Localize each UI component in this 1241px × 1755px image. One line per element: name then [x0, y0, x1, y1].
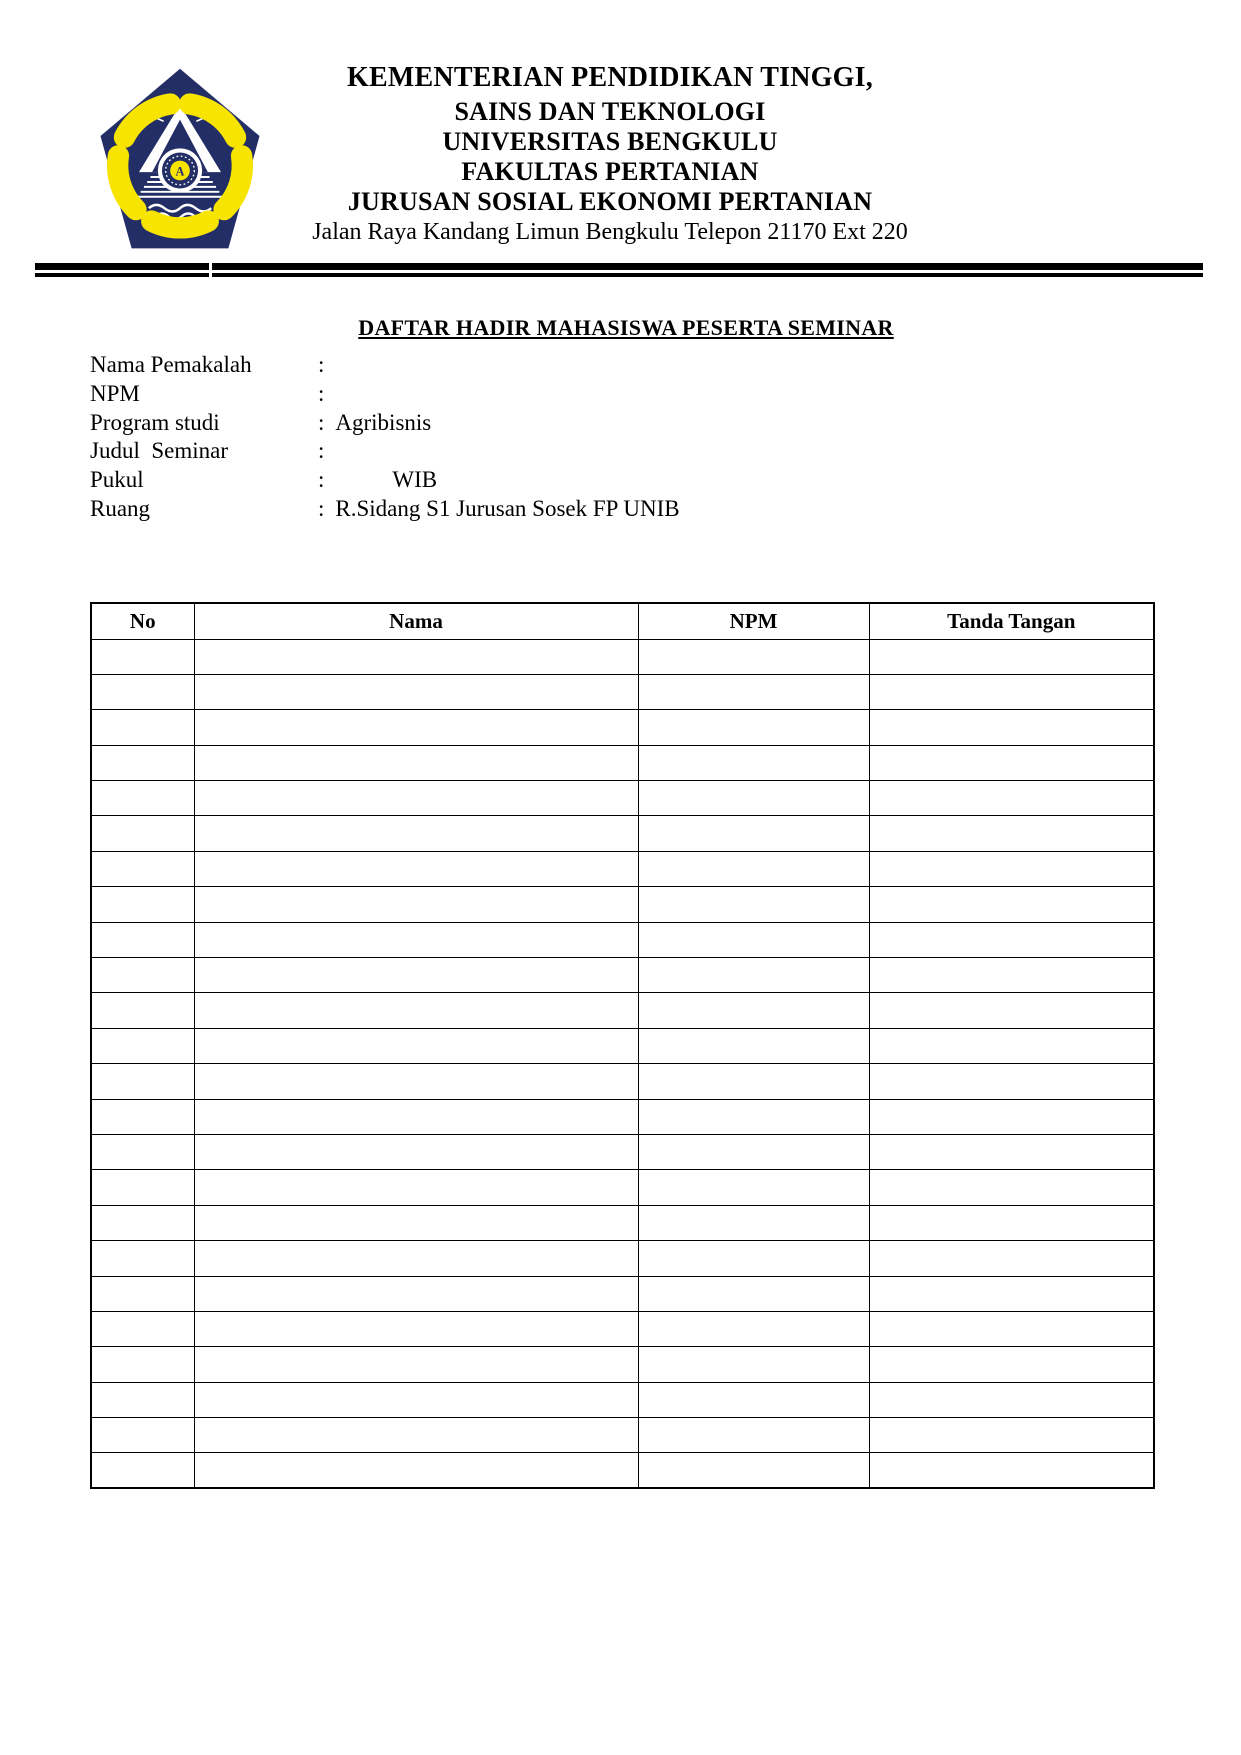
table-cell — [869, 1382, 1154, 1417]
table-cell — [194, 1170, 638, 1205]
table-cell — [869, 745, 1154, 780]
table-cell — [638, 1347, 869, 1382]
table-cell — [869, 1276, 1154, 1311]
attendance-table — [90, 602, 1155, 1489]
table-row — [91, 745, 1154, 780]
table-cell — [91, 887, 194, 922]
table-cell — [91, 922, 194, 957]
table-cell — [91, 1453, 194, 1488]
table-cell — [869, 781, 1154, 816]
field-value: R.Sidang S1 Jurusan Sosek FP UNIB — [335, 495, 680, 521]
table-cell — [194, 745, 638, 780]
letterhead-address: Jalan Raya Kandang Limun Bengkulu Telepon 21170 Ext 220 — [312, 219, 908, 245]
table-cell — [869, 1205, 1154, 1240]
field-label: NPM — [90, 380, 140, 406]
column-header-npm: NPM — [638, 603, 869, 639]
table-row — [91, 710, 1154, 745]
column-header-no: No — [91, 603, 194, 639]
table-cell — [194, 1205, 638, 1240]
table-cell — [638, 887, 869, 922]
field-colon: : — [318, 380, 325, 406]
table-cell — [869, 1453, 1154, 1488]
table-row — [91, 1347, 1154, 1382]
table-cell — [869, 993, 1154, 1028]
table-cell — [91, 781, 194, 816]
table-cell — [194, 781, 638, 816]
table-cell — [91, 1205, 194, 1240]
table-cell — [869, 887, 1154, 922]
table-cell — [869, 851, 1154, 886]
table-cell — [91, 851, 194, 886]
field-colon: : — [318, 352, 325, 377]
table-cell — [869, 1347, 1154, 1382]
field-label: Pukul — [90, 467, 144, 493]
table-cell — [638, 1418, 869, 1453]
table-row — [91, 1418, 1154, 1453]
table-cell — [869, 639, 1154, 674]
table-cell — [194, 958, 638, 993]
table-cell — [91, 816, 194, 851]
table-cell — [638, 1276, 869, 1311]
table-cell — [91, 1134, 194, 1169]
table-cell — [91, 1170, 194, 1205]
table-cell — [638, 781, 869, 816]
table-cell — [91, 1418, 194, 1453]
table-cell — [869, 816, 1154, 851]
table-cell — [91, 1311, 194, 1346]
table-cell — [194, 1241, 638, 1276]
table-cell — [638, 993, 869, 1028]
field-colon: : — [318, 438, 325, 464]
table-cell — [638, 1170, 869, 1205]
table-cell — [638, 1028, 869, 1063]
table-cell — [869, 922, 1154, 957]
table-cell — [638, 1099, 869, 1134]
field-program-studi — [90, 410, 1090, 439]
table-cell — [91, 993, 194, 1028]
table-cell — [638, 816, 869, 851]
letterhead-line: FAKULTAS PERTANIAN — [461, 157, 759, 186]
field-colon: : — [318, 495, 325, 521]
table-row — [91, 674, 1154, 709]
table-cell — [869, 1064, 1154, 1099]
table-cell — [194, 1382, 638, 1417]
table-row — [91, 851, 1154, 886]
field-pukul — [90, 467, 1090, 496]
field-label: Program studi — [90, 409, 220, 435]
field-ruang — [90, 496, 1090, 525]
table-cell — [194, 1347, 638, 1382]
letterhead-line: SAINS DAN TEKNOLOGI — [454, 97, 766, 126]
table-cell — [194, 1134, 638, 1169]
field-value: Agribisnis — [335, 409, 432, 435]
table-cell — [91, 1099, 194, 1134]
table-cell — [638, 1205, 869, 1240]
table-row — [91, 1241, 1154, 1276]
logo-center-letter: A — [175, 164, 185, 179]
table-cell — [638, 922, 869, 957]
table-row — [91, 1064, 1154, 1099]
table-cell — [91, 1382, 194, 1417]
table-row — [91, 1311, 1154, 1346]
table-row — [91, 922, 1154, 957]
letterhead-line: JURUSAN SOSIAL EKONOMI PERTANIAN — [347, 187, 873, 216]
table-row — [91, 781, 1154, 816]
field-label: Judul Seminar — [90, 438, 228, 464]
table-cell — [638, 1382, 869, 1417]
field-nama-pemakalah — [90, 352, 1090, 381]
table-row — [91, 1276, 1154, 1311]
column-header-tanda-tangan: Tanda Tangan — [869, 603, 1154, 639]
table-cell — [869, 1028, 1154, 1063]
page-title: DAFTAR HADIR MAHASISWA PESERTA SEMINAR — [358, 315, 894, 340]
table-row — [91, 1028, 1154, 1063]
letterhead-line: KEMENTERIAN PENDIDIKAN TINGGI, — [347, 62, 873, 93]
table-cell — [91, 639, 194, 674]
table-body — [91, 639, 1154, 1488]
field-colon: : — [318, 467, 325, 493]
table-row — [91, 639, 1154, 674]
table-row — [91, 993, 1154, 1028]
table-cell — [194, 674, 638, 709]
table-cell — [91, 1276, 194, 1311]
table-cell — [638, 851, 869, 886]
table-cell — [91, 1064, 194, 1099]
table-row — [91, 1453, 1154, 1488]
table-cell — [869, 1134, 1154, 1169]
table-cell — [869, 1241, 1154, 1276]
table-row — [91, 816, 1154, 851]
table-cell — [91, 1241, 194, 1276]
table-cell — [869, 1170, 1154, 1205]
table-cell — [91, 674, 194, 709]
field-judul-seminar — [90, 438, 1090, 467]
table-cell — [869, 1311, 1154, 1346]
table-cell — [194, 1276, 638, 1311]
column-header-nama: Nama — [194, 603, 638, 639]
field-colon: : — [318, 409, 325, 435]
table-cell — [194, 1311, 638, 1346]
table-row — [91, 1170, 1154, 1205]
table-cell — [194, 993, 638, 1028]
table-row — [91, 887, 1154, 922]
table-cell — [638, 1311, 869, 1346]
table-cell — [194, 887, 638, 922]
table-cell — [194, 639, 638, 674]
table-cell — [194, 1453, 638, 1488]
table-cell — [194, 710, 638, 745]
letterhead — [35, 64, 1185, 244]
field-label: Ruang — [90, 495, 151, 521]
field-value: WIB — [392, 467, 438, 493]
letterhead-rule-seam — [209, 262, 212, 278]
table-cell — [869, 958, 1154, 993]
table-cell — [638, 745, 869, 780]
table-cell — [194, 851, 638, 886]
field-label: Nama Pemakalah — [90, 352, 252, 377]
table-cell — [638, 1241, 869, 1276]
table-cell — [638, 639, 869, 674]
table-cell — [194, 922, 638, 957]
seminar-meta-fields — [90, 352, 1090, 525]
table-cell — [638, 1134, 869, 1169]
table-row — [91, 958, 1154, 993]
table-row — [91, 1382, 1154, 1417]
table-cell — [91, 710, 194, 745]
table-cell — [638, 1453, 869, 1488]
table-row — [91, 1099, 1154, 1134]
table-cell — [91, 1028, 194, 1063]
table-cell — [869, 1418, 1154, 1453]
table-cell — [194, 1028, 638, 1063]
field-npm — [90, 381, 1090, 410]
table-cell — [91, 745, 194, 780]
table-cell — [91, 1347, 194, 1382]
table-cell — [869, 674, 1154, 709]
table-cell — [869, 1099, 1154, 1134]
table-cell — [194, 1418, 638, 1453]
letterhead-line: UNIVERSITAS BENGKULU — [442, 127, 778, 156]
table-header-row — [91, 603, 1154, 639]
table-row — [91, 1205, 1154, 1240]
table-cell — [869, 710, 1154, 745]
table-row — [91, 1134, 1154, 1169]
table-cell — [194, 1099, 638, 1134]
table-cell — [638, 710, 869, 745]
table-cell — [638, 958, 869, 993]
table-cell — [194, 816, 638, 851]
table-cell — [638, 1064, 869, 1099]
table-cell — [638, 674, 869, 709]
table-cell — [194, 1064, 638, 1099]
table-cell — [91, 958, 194, 993]
